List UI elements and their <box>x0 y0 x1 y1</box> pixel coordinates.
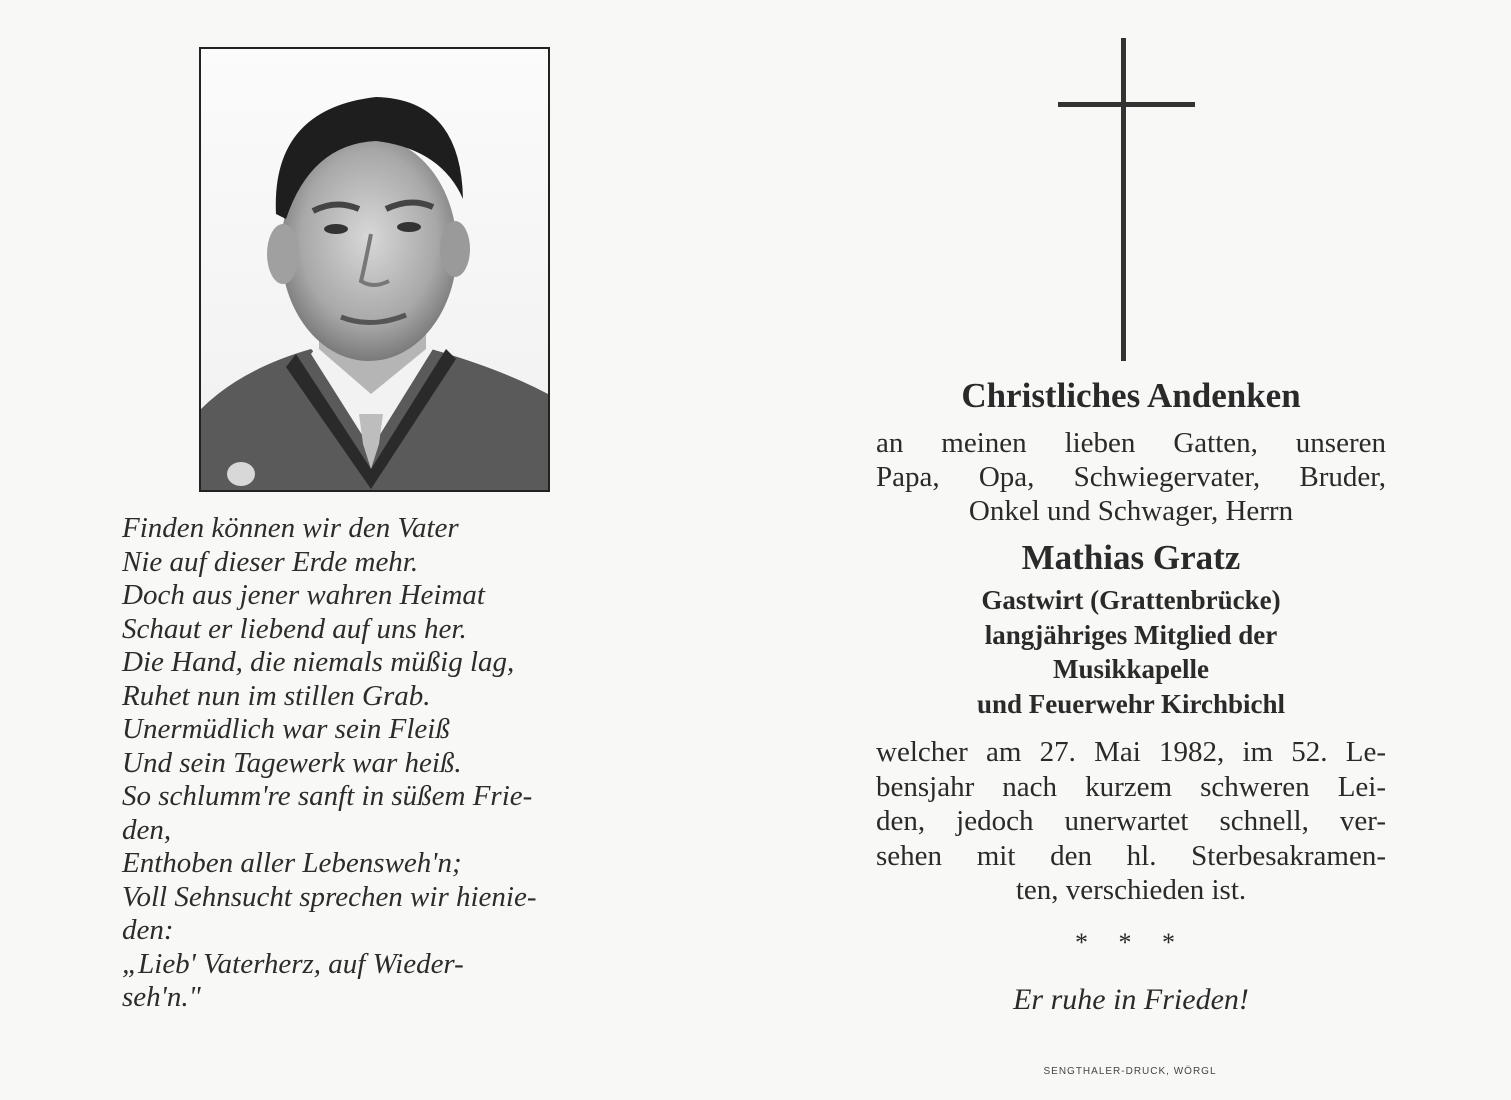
death-notice <box>876 735 1386 908</box>
dedication-line: Papa, Opa, Schwiegervater, Bruder, <box>876 461 1386 493</box>
death-line: welcher am 27. Mai 1982, im 52. Le- <box>876 736 1386 768</box>
poem-line: den: <box>122 914 174 946</box>
poem-line: So schlumm're sanft in süßem Frie- <box>122 780 533 812</box>
poem-line: Schaut er liebend auf uns her. <box>122 612 467 645</box>
dedication-line: an meinen lieben Gatten, unseren <box>876 427 1386 459</box>
deceased-roles <box>876 583 1386 721</box>
poem-line: Finden können wir den Vater <box>122 512 459 544</box>
poem-line: Die Hand, die niemals müßig lag, <box>122 646 515 678</box>
poem-line: Doch aus jener wahren Heimat <box>122 579 485 611</box>
poem-line: Unermüdlich war sein Fleiß <box>122 713 450 745</box>
dedication-line: Onkel und Schwager, Herrn <box>968 495 1294 527</box>
death-line: bensjahr nach kurzem schweren Lei- <box>876 770 1386 803</box>
deceased-name: Mathias Gratz <box>1021 538 1241 577</box>
death-line: den, jedoch unerwartet schnell, ver- <box>876 805 1386 837</box>
role-line: langjähriges Mitglied der <box>984 619 1278 650</box>
poem-line: seh'n." <box>122 981 201 1013</box>
death-line: ten, verschieden ist. <box>1015 874 1247 906</box>
poem-line: Und sein Tagewerk war heiß. <box>122 746 462 779</box>
death-line: sehen mit den hl. Sterbesakramen- <box>876 839 1386 872</box>
portrait-icon <box>201 49 548 490</box>
role-line: Gastwirt (Grattenbrücke) <box>981 585 1281 615</box>
separator-stars: * * * <box>1075 928 1187 957</box>
printer-imprint: SENGTHALER-DRUCK, WÖRGL <box>1043 1066 1217 1077</box>
role-line: und Feuerwehr Kirchbichl <box>976 688 1286 719</box>
cross-icon <box>1058 38 1195 361</box>
poem-line: Voll Sehnsucht sprechen wir hienie- <box>122 880 537 913</box>
poem-line: Enthoben aller Lebensweh'n; <box>122 847 462 879</box>
role-line: Musikkapelle <box>1052 654 1210 684</box>
poem-line: den, <box>122 813 172 846</box>
portrait-photo <box>199 47 550 492</box>
poem-line: „Lieb' Vaterherz, auf Wieder- <box>122 947 464 980</box>
closing-blessing: Er ruhe in Frieden! <box>1013 983 1249 1016</box>
poem-line: Ruhet nun im stillen Grab. <box>122 679 431 712</box>
poem <box>122 512 642 1015</box>
dedication-text <box>876 426 1386 528</box>
card-title: Christliches Andenken <box>961 376 1301 415</box>
poem-line: Nie auf dieser Erde mehr. <box>122 545 419 578</box>
